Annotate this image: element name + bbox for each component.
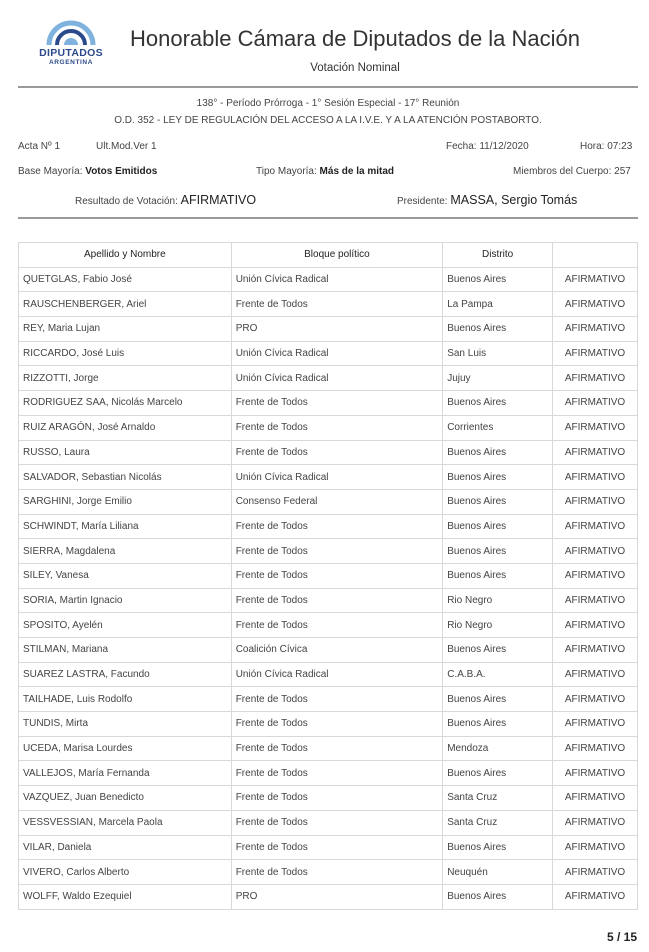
cell-name: RODRIGUEZ SAA, Nicolás Marcelo bbox=[19, 391, 232, 416]
tipo-mayoria-label: Tipo Mayoría: bbox=[256, 166, 317, 177]
fecha bbox=[446, 141, 529, 152]
cell-distrito: Buenos Aires bbox=[443, 687, 553, 712]
cell-bloque: Frente de Todos bbox=[231, 391, 443, 416]
tipo-mayoria bbox=[256, 166, 394, 177]
cell-distrito: Buenos Aires bbox=[443, 638, 553, 663]
cell-distrito: Rio Negro bbox=[443, 588, 553, 613]
table-row bbox=[19, 761, 638, 786]
fecha-label: Fecha: bbox=[446, 141, 477, 152]
cell-voto: AFIRMATIVO bbox=[553, 884, 638, 909]
cell-voto: AFIRMATIVO bbox=[553, 810, 638, 835]
header-distrito: Distrito bbox=[443, 243, 553, 268]
cell-distrito: C.A.B.A. bbox=[443, 662, 553, 687]
cell-bloque: Unión Cívica Radical bbox=[231, 341, 443, 366]
table-row bbox=[19, 835, 638, 860]
cell-name: VAZQUEZ, Juan Benedicto bbox=[19, 786, 232, 811]
cell-bloque: Frente de Todos bbox=[231, 563, 443, 588]
cell-distrito: Jujuy bbox=[443, 366, 553, 391]
cell-name: SILEY, Vanesa bbox=[19, 563, 232, 588]
page-number: 5 / 15 bbox=[606, 930, 637, 944]
cell-distrito: Santa Cruz bbox=[443, 786, 553, 811]
cell-distrito: Buenos Aires bbox=[443, 267, 553, 292]
table-row bbox=[19, 662, 638, 687]
cell-voto: AFIRMATIVO bbox=[553, 588, 638, 613]
cell-voto: AFIRMATIVO bbox=[553, 613, 638, 638]
cell-name: WOLFF, Waldo Ezequiel bbox=[19, 884, 232, 909]
cell-voto: AFIRMATIVO bbox=[553, 687, 638, 712]
voting-table bbox=[18, 242, 638, 910]
cell-bloque: Frente de Todos bbox=[231, 810, 443, 835]
cell-name: STILMAN, Mariana bbox=[19, 638, 232, 663]
table-row bbox=[19, 884, 638, 909]
cell-distrito: Buenos Aires bbox=[443, 835, 553, 860]
diputados-logo bbox=[30, 14, 112, 74]
table-row bbox=[19, 712, 638, 737]
table-row bbox=[19, 465, 638, 490]
table-row bbox=[19, 292, 638, 317]
table-row bbox=[19, 317, 638, 342]
presidente-value: MASSA, Sergio Tomás bbox=[450, 193, 578, 207]
cell-name: RIZZOTTI, Jorge bbox=[19, 366, 232, 391]
cell-voto: AFIRMATIVO bbox=[553, 489, 638, 514]
cell-distrito: Corrientes bbox=[443, 415, 553, 440]
cell-distrito: Buenos Aires bbox=[443, 465, 553, 490]
miembros-label: Miembros del Cuerpo: bbox=[513, 166, 612, 177]
cell-distrito: Santa Cruz bbox=[443, 810, 553, 835]
cell-name: VESSVESSIAN, Marcela Paola bbox=[19, 810, 232, 835]
cell-name: TAILHADE, Luis Rodolfo bbox=[19, 687, 232, 712]
cell-name: SIERRA, Magdalena bbox=[19, 539, 232, 564]
cell-bloque: Unión Cívica Radical bbox=[231, 662, 443, 687]
cell-bloque: Frente de Todos bbox=[231, 835, 443, 860]
session-info: 138° - Período Prórroga - 1° Sesión Especial - 17° Reunión bbox=[196, 98, 460, 109]
table-row bbox=[19, 341, 638, 366]
cell-distrito: Buenos Aires bbox=[443, 539, 553, 564]
cell-bloque: Frente de Todos bbox=[231, 539, 443, 564]
cell-distrito: Buenos Aires bbox=[443, 317, 553, 342]
cell-name: REY, Maria Lujan bbox=[19, 317, 232, 342]
cell-bloque: Frente de Todos bbox=[231, 687, 443, 712]
tipo-mayoria-value: Más de la mitad bbox=[319, 166, 395, 177]
table-row bbox=[19, 736, 638, 761]
table-row bbox=[19, 440, 638, 465]
presidente bbox=[397, 193, 577, 207]
table-row bbox=[19, 786, 638, 811]
cell-name: QUETGLAS, Fabio José bbox=[19, 267, 232, 292]
cell-voto: AFIRMATIVO bbox=[553, 563, 638, 588]
cell-bloque: PRO bbox=[231, 317, 443, 342]
table-row bbox=[19, 391, 638, 416]
cell-name: UCEDA, Marisa Lourdes bbox=[19, 736, 232, 761]
cell-voto: AFIRMATIVO bbox=[553, 860, 638, 885]
logo-text-diputados: DIPUTADOS bbox=[39, 47, 103, 59]
miembros-cuerpo bbox=[513, 166, 631, 177]
cell-distrito: San Luis bbox=[443, 341, 553, 366]
cell-voto: AFIRMATIVO bbox=[553, 440, 638, 465]
table-row bbox=[19, 588, 638, 613]
cell-voto: AFIRMATIVO bbox=[553, 514, 638, 539]
cell-bloque: Frente de Todos bbox=[231, 415, 443, 440]
cell-name: TUNDIS, Mirta bbox=[19, 712, 232, 737]
cell-name: SPOSITO, Ayelén bbox=[19, 613, 232, 638]
cell-voto: AFIRMATIVO bbox=[553, 341, 638, 366]
table-row bbox=[19, 860, 638, 885]
header-bloque: Bloque político bbox=[231, 243, 443, 268]
cell-voto: AFIRMATIVO bbox=[553, 465, 638, 490]
resultado-votacion bbox=[75, 193, 256, 207]
cell-voto: AFIRMATIVO bbox=[553, 292, 638, 317]
header-voto bbox=[553, 243, 638, 268]
hora-label: Hora: bbox=[580, 141, 605, 152]
cell-distrito: Buenos Aires bbox=[443, 514, 553, 539]
dome-icon bbox=[43, 14, 99, 46]
header-name: Apellido y Nombre bbox=[19, 243, 232, 268]
divider-top bbox=[18, 86, 638, 88]
cell-name: RUIZ ARAGÓN, José Arnaldo bbox=[19, 415, 232, 440]
logo-text-argentina: ARGENTINA bbox=[48, 59, 94, 66]
cell-distrito: Buenos Aires bbox=[443, 563, 553, 588]
cell-bloque: Consenso Federal bbox=[231, 489, 443, 514]
cell-bloque: Frente de Todos bbox=[231, 761, 443, 786]
table-header-row bbox=[19, 243, 638, 268]
cell-voto: AFIRMATIVO bbox=[553, 391, 638, 416]
base-mayoria bbox=[18, 166, 157, 177]
ult-mod-version: Ult.Mod.Ver 1 bbox=[96, 141, 157, 152]
miembros-value: 257 bbox=[614, 166, 631, 177]
cell-bloque: Frente de Todos bbox=[231, 613, 443, 638]
table-row bbox=[19, 563, 638, 588]
cell-name: RUSSO, Laura bbox=[19, 440, 232, 465]
base-mayoria-label: Base Mayoría: bbox=[18, 166, 83, 177]
cell-bloque: Frente de Todos bbox=[231, 786, 443, 811]
cell-voto: AFIRMATIVO bbox=[553, 712, 638, 737]
cell-voto: AFIRMATIVO bbox=[553, 317, 638, 342]
cell-voto: AFIRMATIVO bbox=[553, 415, 638, 440]
table-row bbox=[19, 489, 638, 514]
cell-name: SCHWINDT, María Liliana bbox=[19, 514, 232, 539]
cell-distrito: Buenos Aires bbox=[443, 761, 553, 786]
cell-bloque: Frente de Todos bbox=[231, 514, 443, 539]
cell-distrito: Buenos Aires bbox=[443, 489, 553, 514]
cell-voto: AFIRMATIVO bbox=[553, 267, 638, 292]
cell-name: SUAREZ LASTRA, Facundo bbox=[19, 662, 232, 687]
cell-name: SARGHINI, Jorge Emilio bbox=[19, 489, 232, 514]
resultado-value: AFIRMATIVO bbox=[180, 193, 257, 207]
order-of-day: O.D. 352 - LEY DE REGULACIÓN DEL ACCESO A LA I.V.E. Y A LA ATENCIÓN POSTABORTO. bbox=[114, 115, 542, 126]
table-row bbox=[19, 613, 638, 638]
cell-bloque: Frente de Todos bbox=[231, 588, 443, 613]
cell-voto: AFIRMATIVO bbox=[553, 761, 638, 786]
cell-name: SALVADOR, Sebastian Nicolás bbox=[19, 465, 232, 490]
cell-bloque: Frente de Todos bbox=[231, 292, 443, 317]
cell-name: VILAR, Daniela bbox=[19, 835, 232, 860]
cell-voto: AFIRMATIVO bbox=[553, 662, 638, 687]
cell-bloque: Frente de Todos bbox=[231, 440, 443, 465]
resultado-label: Resultado de Votación: bbox=[75, 196, 178, 207]
page-subtitle: Votación Nominal bbox=[310, 62, 400, 74]
cell-bloque: Coalición Cívica bbox=[231, 638, 443, 663]
cell-voto: AFIRMATIVO bbox=[553, 786, 638, 811]
table-row bbox=[19, 514, 638, 539]
cell-bloque: PRO bbox=[231, 884, 443, 909]
cell-voto: AFIRMATIVO bbox=[553, 366, 638, 391]
page-title: Honorable Cámara de Diputados de la Nación bbox=[129, 26, 581, 51]
cell-distrito: La Pampa bbox=[443, 292, 553, 317]
cell-bloque: Frente de Todos bbox=[231, 736, 443, 761]
cell-name: RICCARDO, José Luis bbox=[19, 341, 232, 366]
hora-value: 07:23 bbox=[607, 141, 633, 152]
table-row bbox=[19, 810, 638, 835]
presidente-label: Presidente: bbox=[397, 196, 448, 207]
table-row bbox=[19, 415, 638, 440]
divider-middle bbox=[18, 217, 638, 219]
cell-distrito: Buenos Aires bbox=[443, 884, 553, 909]
cell-bloque: Frente de Todos bbox=[231, 860, 443, 885]
cell-distrito: Buenos Aires bbox=[443, 440, 553, 465]
cell-name: SORIA, Martin Ignacio bbox=[19, 588, 232, 613]
table-row bbox=[19, 687, 638, 712]
table-row bbox=[19, 267, 638, 292]
fecha-value: 11/12/2020 bbox=[479, 141, 529, 152]
cell-bloque: Unión Cívica Radical bbox=[231, 267, 443, 292]
cell-bloque: Unión Cívica Radical bbox=[231, 366, 443, 391]
cell-distrito: Buenos Aires bbox=[443, 712, 553, 737]
cell-voto: AFIRMATIVO bbox=[553, 736, 638, 761]
cell-distrito: Buenos Aires bbox=[443, 391, 553, 416]
acta-number: Acta Nº 1 bbox=[18, 141, 61, 152]
cell-distrito: Mendoza bbox=[443, 736, 553, 761]
cell-voto: AFIRMATIVO bbox=[553, 638, 638, 663]
hora bbox=[580, 141, 632, 152]
cell-voto: AFIRMATIVO bbox=[553, 835, 638, 860]
cell-name: VIVERO, Carlos Alberto bbox=[19, 860, 232, 885]
cell-bloque: Frente de Todos bbox=[231, 712, 443, 737]
cell-name: VALLEJOS, María Fernanda bbox=[19, 761, 232, 786]
base-mayoria-value: Votos Emitidos bbox=[85, 166, 158, 177]
cell-bloque: Unión Cívica Radical bbox=[231, 465, 443, 490]
table-row bbox=[19, 539, 638, 564]
cell-name: RAUSCHENBERGER, Ariel bbox=[19, 292, 232, 317]
cell-distrito: Rio Negro bbox=[443, 613, 553, 638]
table-row bbox=[19, 638, 638, 663]
table-row bbox=[19, 366, 638, 391]
cell-voto: AFIRMATIVO bbox=[553, 539, 638, 564]
cell-distrito: Neuquén bbox=[443, 860, 553, 885]
